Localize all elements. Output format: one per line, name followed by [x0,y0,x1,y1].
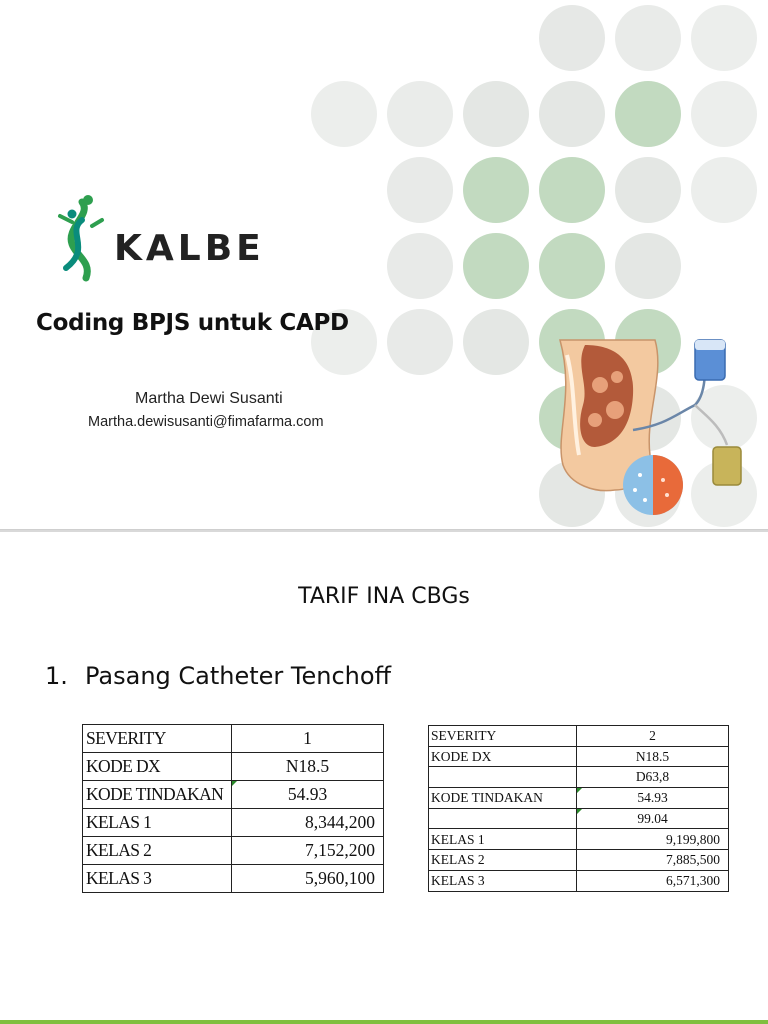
cell-flag-icon [577,788,582,793]
decor-dot [463,309,529,375]
row-label: KODE DX [83,753,232,781]
list-number: 1. [45,662,68,690]
author-email: Martha.dewisusanti@fimafarma.com [88,414,324,430]
decor-dot [615,157,681,223]
decor-dot [539,233,605,299]
row-value [232,781,384,809]
row-value: 7,152,200 [232,837,384,865]
table-row [83,837,384,865]
row-value: N18.5 [577,746,729,767]
decor-dot [387,233,453,299]
table-row [429,850,729,871]
tariff-table-severity-2 [428,725,729,892]
row-value [577,788,729,809]
kalbe-logo [52,192,265,282]
row-value: 1 [232,725,384,753]
table-row [429,788,729,809]
decor-dot [539,81,605,147]
table-row [429,808,729,829]
table-row [429,726,729,747]
decor-dot [691,5,757,71]
decor-dot [463,81,529,147]
slide-title: Coding BPJS untuk CAPD [36,310,349,336]
decor-dot [615,81,681,147]
capd-illustration [555,335,765,525]
table-row [83,725,384,753]
decor-dot [615,5,681,71]
kalbe-figure-icon [52,192,112,282]
decor-dot [311,81,377,147]
row-value [577,808,729,829]
table-row [429,829,729,850]
table-row [83,781,384,809]
row-value: D63,8 [577,767,729,788]
tariff-slide [0,532,768,1024]
decor-dot [463,233,529,299]
decor-dot [539,157,605,223]
row-value: 9,199,800 [577,829,729,850]
row-label: KELAS 1 [429,829,577,850]
decor-dot [539,5,605,71]
table-row [429,767,729,788]
row-value: 2 [577,726,729,747]
table-row [83,865,384,893]
row-label: KODE DX [429,746,577,767]
row-label: KELAS 3 [83,865,232,893]
row-value: 6,571,300 [577,870,729,891]
list-text: Pasang Catheter Tenchoff [85,662,392,690]
table-row [429,870,729,891]
author-name: Martha Dewi Susanti [135,390,283,407]
table-row [83,753,384,781]
row-label: SEVERITY [429,726,577,747]
decor-dot [615,233,681,299]
row-value-text: 54.93 [637,790,668,806]
row-value: N18.5 [232,753,384,781]
row-value-text: 54.93 [287,784,328,804]
row-label: KODE TINDAKAN [429,788,577,809]
row-label: KELAS 3 [429,870,577,891]
table-row [83,809,384,837]
row-label [429,808,577,829]
tariff-table-severity-1 [82,724,384,893]
row-label: KELAS 2 [429,850,577,871]
bottom-accent-bar [0,1020,768,1024]
decor-dot [387,157,453,223]
decor-dot [387,309,453,375]
cell-flag-icon [577,809,582,814]
decor-dot [387,81,453,147]
row-label: KELAS 2 [83,837,232,865]
row-value-text: 99.04 [637,810,668,826]
row-label: SEVERITY [83,725,232,753]
table-row [429,746,729,767]
row-value: 7,885,500 [577,850,729,871]
list-item [45,662,391,690]
slide-title: TARIF INA CBGs [298,584,470,609]
decor-dot [691,157,757,223]
row-label: KELAS 1 [83,809,232,837]
row-label [429,767,577,788]
decor-dot [691,81,757,147]
decor-dot [463,157,529,223]
cell-flag-icon [232,781,237,786]
row-value: 5,960,100 [232,865,384,893]
logo-text: KALBE [114,228,265,269]
row-label: KODE TINDAKAN [83,781,232,809]
row-value: 8,344,200 [232,809,384,837]
